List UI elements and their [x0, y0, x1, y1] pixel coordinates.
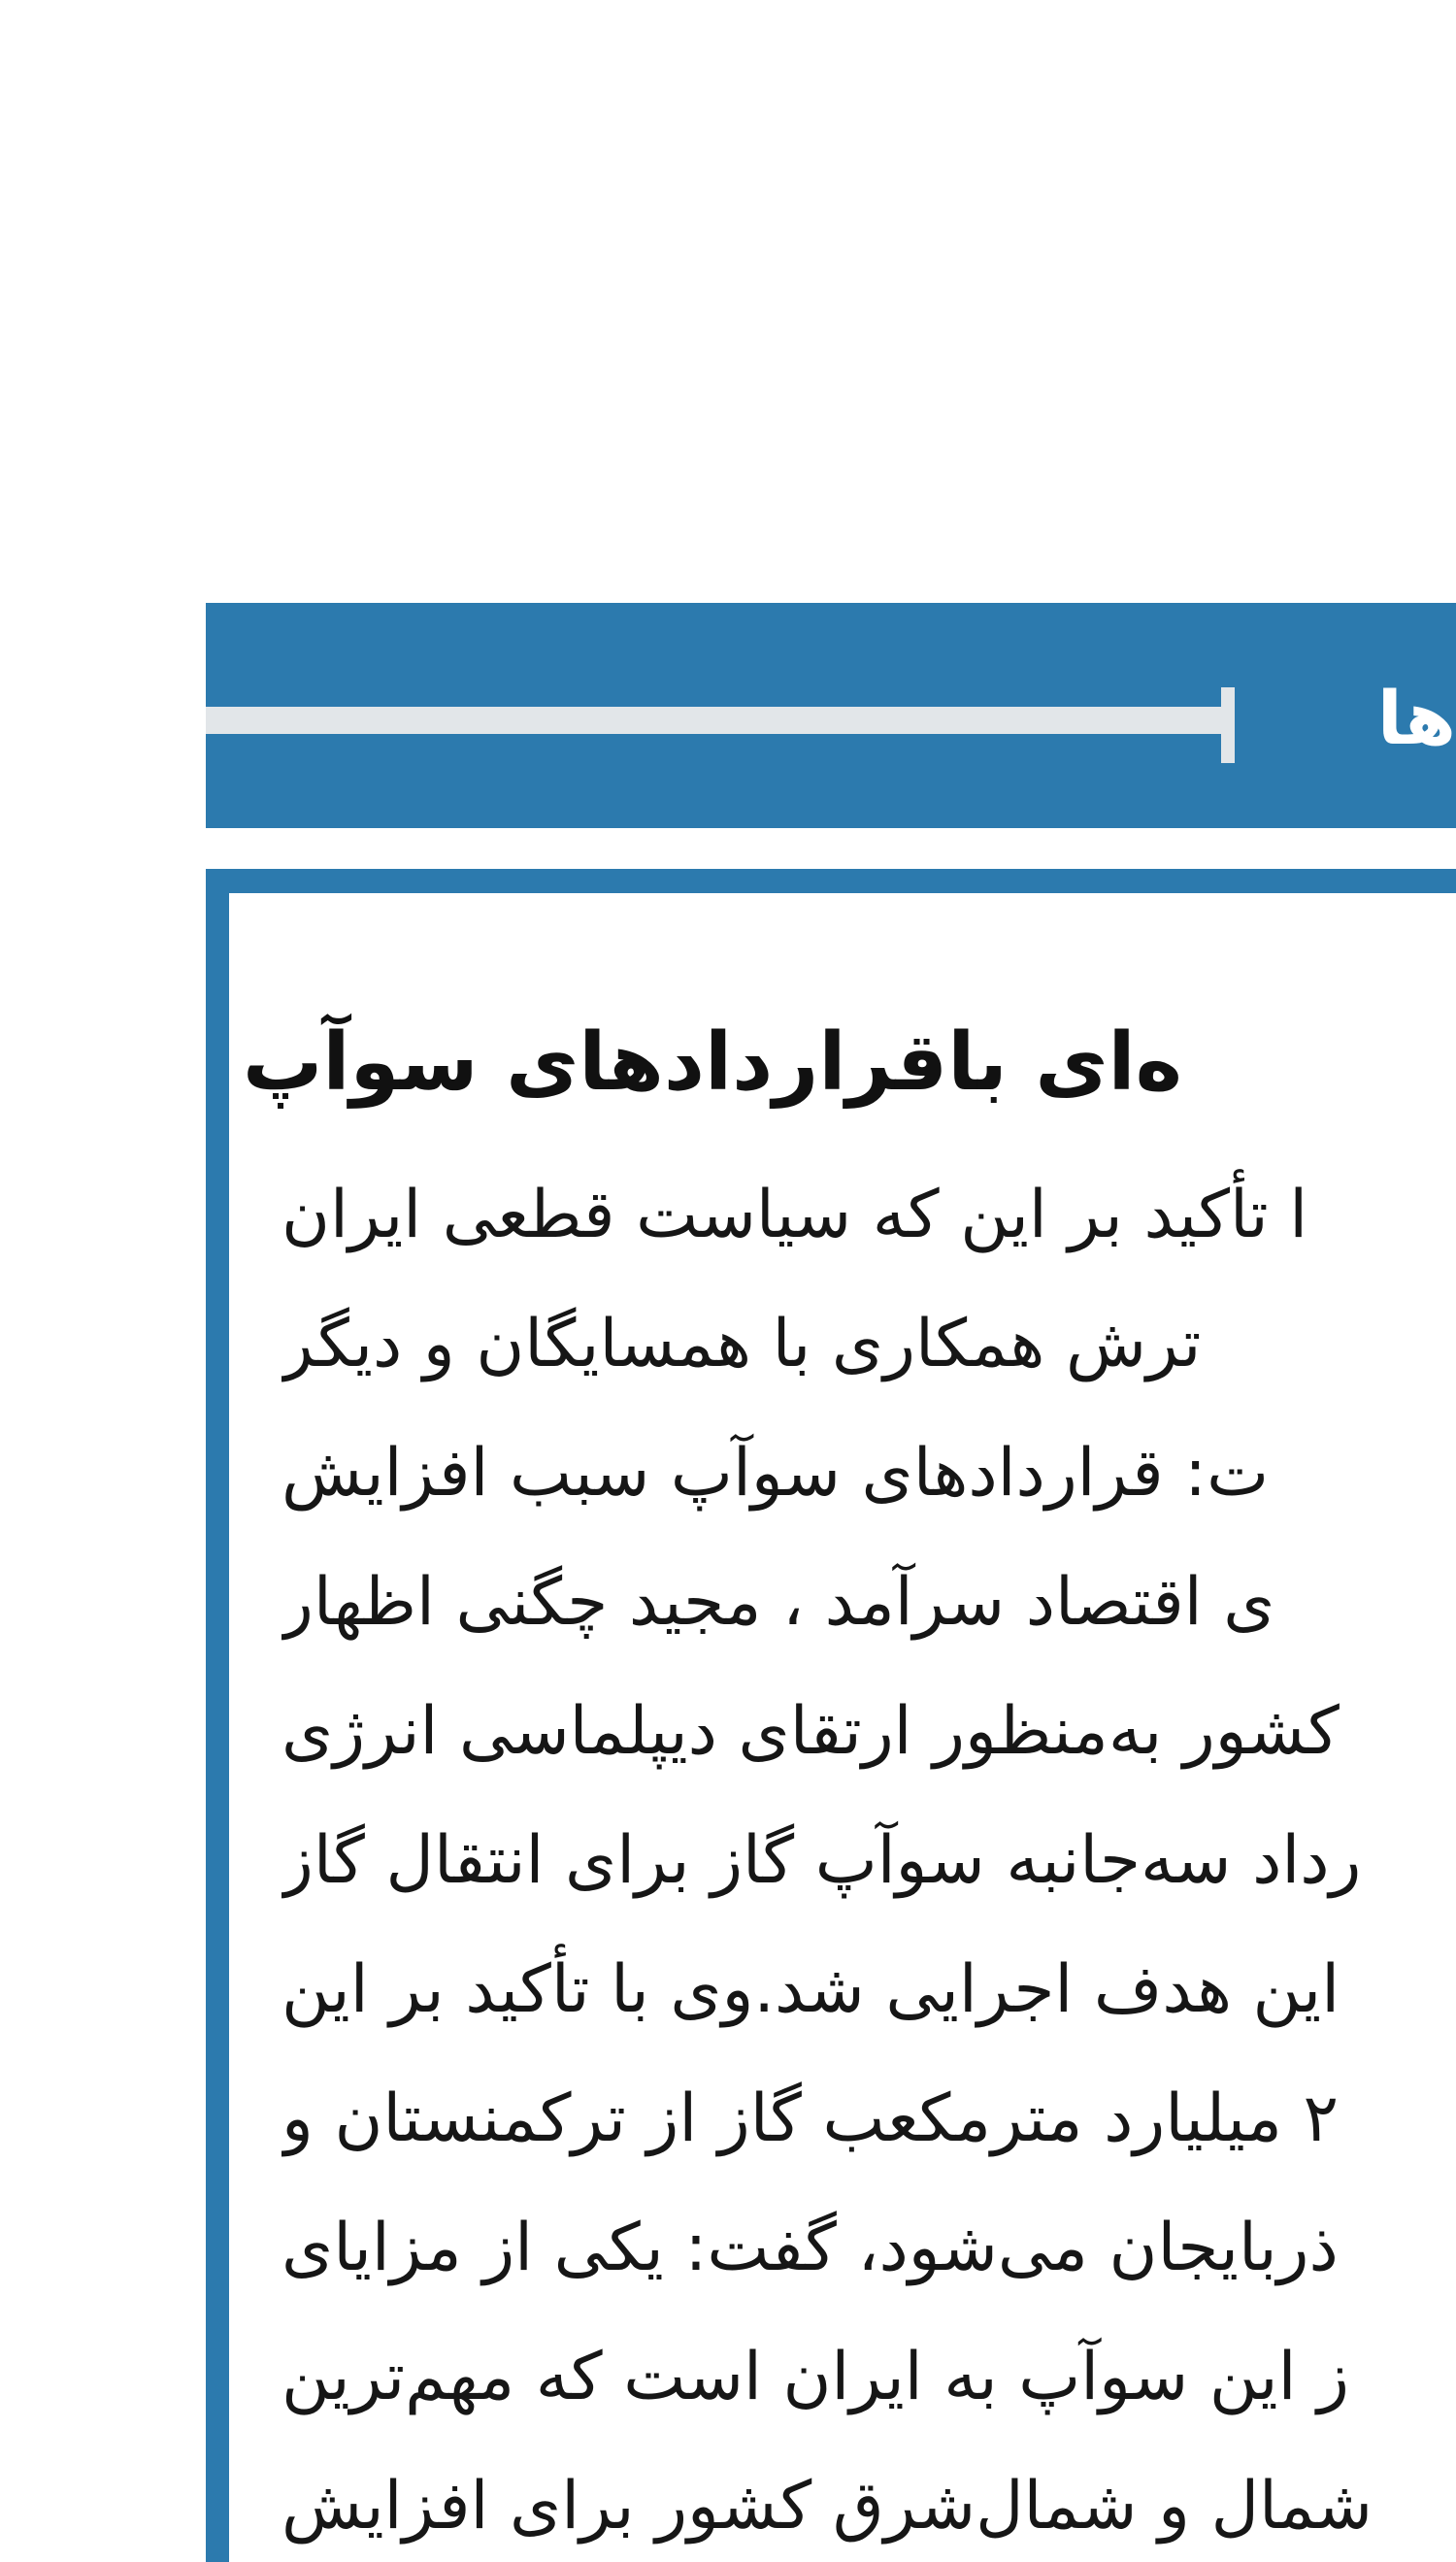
- article-line: ی اقتصاد سرآمد ، مجید چگنی اظهار: [281, 1564, 1275, 1641]
- article-line: شمال و شمال‌شرق کشور برای افزایش: [281, 2468, 1373, 2545]
- article-line: رداد سه‌جانبه سوآپ گاز برای انتقال گاز: [281, 1822, 1362, 1899]
- article-line: کشور به‌منظور ارتقای دیپلماسی انرژی: [281, 1693, 1340, 1770]
- article-line: این هدف اجرایی شد.وی با تأکید بر این: [281, 1951, 1340, 2028]
- article-line: ۲ میلیارد مترمکعب گاز از ترکمنستان و: [281, 2080, 1340, 2157]
- article-line: ز این سوآپ به ایران است که مهم‌ترین: [281, 2339, 1349, 2415]
- article-line: ا تأکید بر این که سیاست قطعی ایران: [281, 1177, 1308, 1253]
- section-label: ها: [1376, 675, 1456, 761]
- header-divider-rule: [206, 707, 1225, 734]
- article-line: ت: قراردادهای سوآپ سبب افزایش: [281, 1435, 1270, 1512]
- article-body: [281, 1150, 1456, 2562]
- header-divider-cap: [1221, 687, 1235, 763]
- article-line: ذربایجان می‌شود، گفت: یکی از مزایای: [281, 2210, 1339, 2286]
- article-line: ترش همکاری با همسایگان و دیگر: [281, 1306, 1202, 1382]
- article-title: ه‌ای باقراردادهای سوآپ: [243, 1016, 1182, 1109]
